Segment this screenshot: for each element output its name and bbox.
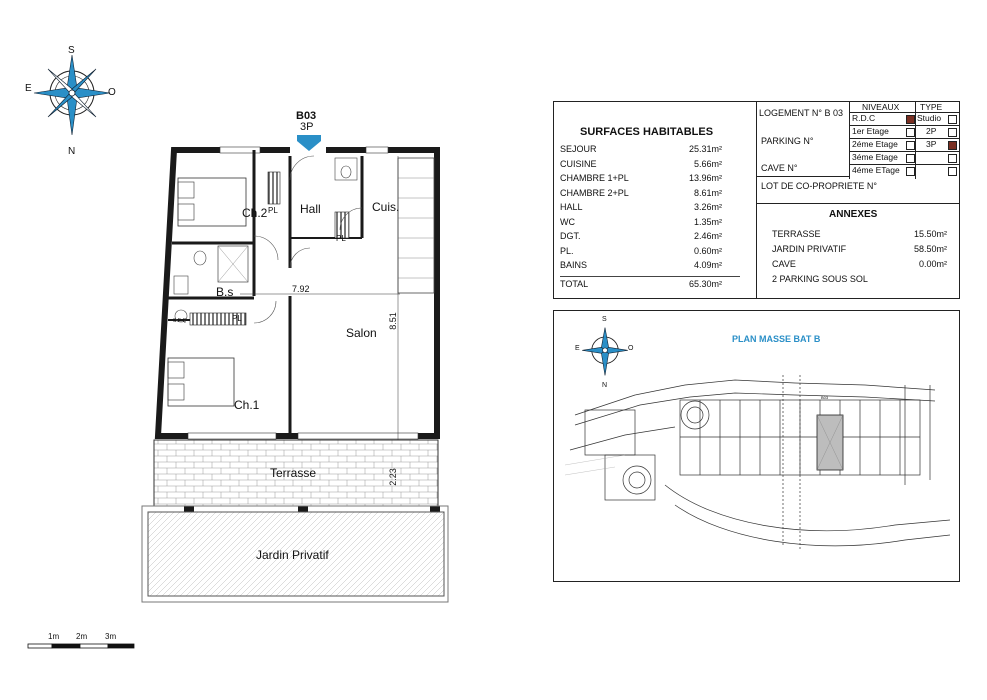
- site-plan-unit-marker: B03: [821, 395, 829, 400]
- annexes-row-name: JARDIN PRIVATIF: [772, 244, 847, 254]
- room-label-jardin: Jardin Privatif: [256, 548, 329, 562]
- surfaces-row-name: BAINS: [560, 260, 588, 270]
- surfaces-row-name: CHAMBRE 2+PL: [560, 187, 629, 198]
- compass-label-north: N: [68, 146, 76, 157]
- niveau-label: 1er Etage: [852, 126, 889, 136]
- room-label-ch1: Ch.1: [234, 398, 260, 412]
- niveau-label: 4éme ETage: [852, 165, 900, 175]
- site-plan-svg: [565, 355, 950, 570]
- scale-label-2m: 2m: [76, 632, 88, 641]
- entrance-arrow-icon: [297, 135, 321, 151]
- lot-label: LOT DE CO-PROPRIETE N°: [761, 181, 877, 191]
- floor-plan-drawing: [140, 108, 460, 608]
- surfaces-row-name: CUISINE: [560, 158, 597, 169]
- surfaces-row-name: CHAMBRE 1+PL: [560, 173, 629, 183]
- room-label-ch2: Ch.2: [242, 206, 268, 220]
- type-label: Studio: [917, 113, 942, 123]
- type-checkbox[interactable]: [948, 141, 957, 150]
- compass-label-west: O: [108, 87, 116, 98]
- surfaces-row: [560, 144, 740, 158]
- scale-label-3m: 3m: [105, 632, 117, 641]
- scale-label-1m: 1m: [48, 632, 60, 641]
- surfaces-row: [560, 217, 740, 231]
- dimension-depth: 8.51: [387, 312, 398, 330]
- surfaces-total-row: [560, 279, 740, 293]
- closet-mark-ch1: PL: [232, 314, 242, 323]
- surfaces-row-value: 5.66m²: [693, 158, 722, 169]
- seq-mark: S.E.Q: [173, 318, 187, 324]
- surfaces-row: [560, 188, 740, 202]
- annexes-row: [772, 274, 947, 284]
- annexes-title: ANNEXES: [829, 209, 878, 220]
- surfaces-row-name: PL.: [560, 245, 574, 256]
- annexes-row-name: CAVE: [772, 259, 796, 269]
- type-checkbox[interactable]: [948, 115, 957, 124]
- room-label-terrasse: Terrasse: [270, 466, 317, 480]
- unit-label: B03: [296, 110, 317, 122]
- surfaces-row-name: WC: [560, 216, 575, 227]
- closet-mark-hall: PL: [336, 234, 346, 243]
- surfaces-row-value: 8.61m²: [693, 187, 722, 198]
- niveau-rule: [849, 138, 960, 139]
- room-label-bs: B.s: [216, 285, 234, 299]
- annexes-row: [772, 229, 947, 239]
- surfaces-row: [560, 231, 740, 245]
- floor-plan: [140, 108, 460, 608]
- lot-rule: [756, 176, 849, 177]
- dimension-terrace: 2.23: [387, 468, 398, 486]
- surfaces-row-value: 1.35m²: [693, 216, 722, 227]
- room-label-hall: Hall: [300, 202, 321, 216]
- type-checkbox-empty[interactable]: [948, 167, 957, 176]
- surfaces-row-name: SEJOUR: [560, 144, 597, 154]
- logement-label: LOGEMENT N° B 03: [759, 108, 843, 118]
- niveau-label: 2éme Etage: [852, 139, 898, 149]
- annexes-row-value: 0.00m²: [918, 259, 947, 269]
- info-divider: [756, 101, 757, 299]
- surfaces-row-value: 4.09m²: [693, 260, 722, 270]
- room-label-salon: Salon: [346, 326, 377, 340]
- annexes-row-name: 2 PARKING SOUS SOL: [772, 274, 868, 284]
- type-checkbox-empty[interactable]: [948, 154, 957, 163]
- surfaces-row-value: 2.46m²: [693, 231, 722, 241]
- plan-masse-compass-s: S: [602, 316, 607, 323]
- annexes-divider: [756, 203, 960, 204]
- type-header: TYPE: [920, 102, 943, 112]
- surfaces-row-name: HALL: [560, 202, 583, 212]
- dimension-width: 7.92: [292, 284, 310, 294]
- closet-mark-ch2: PL: [268, 206, 278, 215]
- type-checkbox[interactable]: [948, 128, 957, 137]
- niveau-rule: [849, 164, 960, 165]
- surfaces-row: [560, 246, 740, 260]
- annexes-row: [772, 259, 947, 269]
- annexes-row: [772, 244, 947, 254]
- niveau-checkbox[interactable]: [906, 115, 915, 124]
- niveau-checkbox[interactable]: [906, 128, 915, 137]
- room-label-cuis: Cuis.: [372, 200, 400, 214]
- niveau-rule: [849, 125, 960, 126]
- compass-rose: [22, 45, 122, 160]
- surfaces-row-value: 13.96m²: [688, 173, 722, 183]
- plan-masse-title: PLAN MASSE BAT B: [732, 334, 821, 344]
- niveau-checkbox[interactable]: [906, 141, 915, 150]
- niveau-checkbox[interactable]: [906, 154, 915, 163]
- niveau-label: 3éme Etage: [852, 152, 898, 162]
- niveau-label: R.D.C: [852, 113, 876, 123]
- niveau-checkbox[interactable]: [906, 167, 915, 176]
- surfaces-total-value: 65.30m²: [688, 279, 722, 289]
- surfaces-row-value: 0.60m²: [693, 245, 722, 256]
- niveaux-header: NIVEAUX: [862, 102, 900, 112]
- type-label: 2P: [926, 126, 937, 136]
- compass-label-south: S: [68, 45, 75, 56]
- surfaces-total-rule: [560, 276, 740, 277]
- type-label: 3P: [926, 139, 937, 149]
- surfaces-row: [560, 202, 740, 216]
- surfaces-row-value: 25.31m²: [688, 144, 722, 154]
- surfaces-title: SURFACES HABITABLES: [580, 126, 714, 138]
- unit-type-label: 3P: [300, 121, 314, 133]
- annexes-row-value: 15.50m²: [913, 229, 947, 239]
- plan-masse-compass-n: N: [602, 382, 608, 389]
- surfaces-total-label: TOTAL: [560, 279, 589, 289]
- surfaces-row: [560, 173, 740, 187]
- compass-rose-icon: [22, 45, 122, 160]
- site-plan-drawing: [565, 355, 950, 570]
- plan-masse-compass-e: E: [575, 345, 580, 352]
- surfaces-row-name: DGT.: [560, 231, 581, 241]
- scale-bar: [26, 632, 136, 654]
- surfaces-row: [560, 159, 740, 173]
- surfaces-row: [560, 260, 740, 274]
- niveau-rule: [849, 151, 960, 152]
- compass-label-east: E: [25, 83, 32, 94]
- niveau-rule: [849, 112, 960, 113]
- surfaces-row-value: 3.26m²: [693, 202, 722, 212]
- cave-label: CAVE N°: [761, 163, 798, 173]
- parking-label: PARKING N°: [761, 136, 814, 146]
- annexes-row-name: TERRASSE: [772, 229, 821, 239]
- annexes-row-value: 58.50m²: [913, 244, 947, 254]
- plan-masse-compass-o: O: [628, 345, 634, 352]
